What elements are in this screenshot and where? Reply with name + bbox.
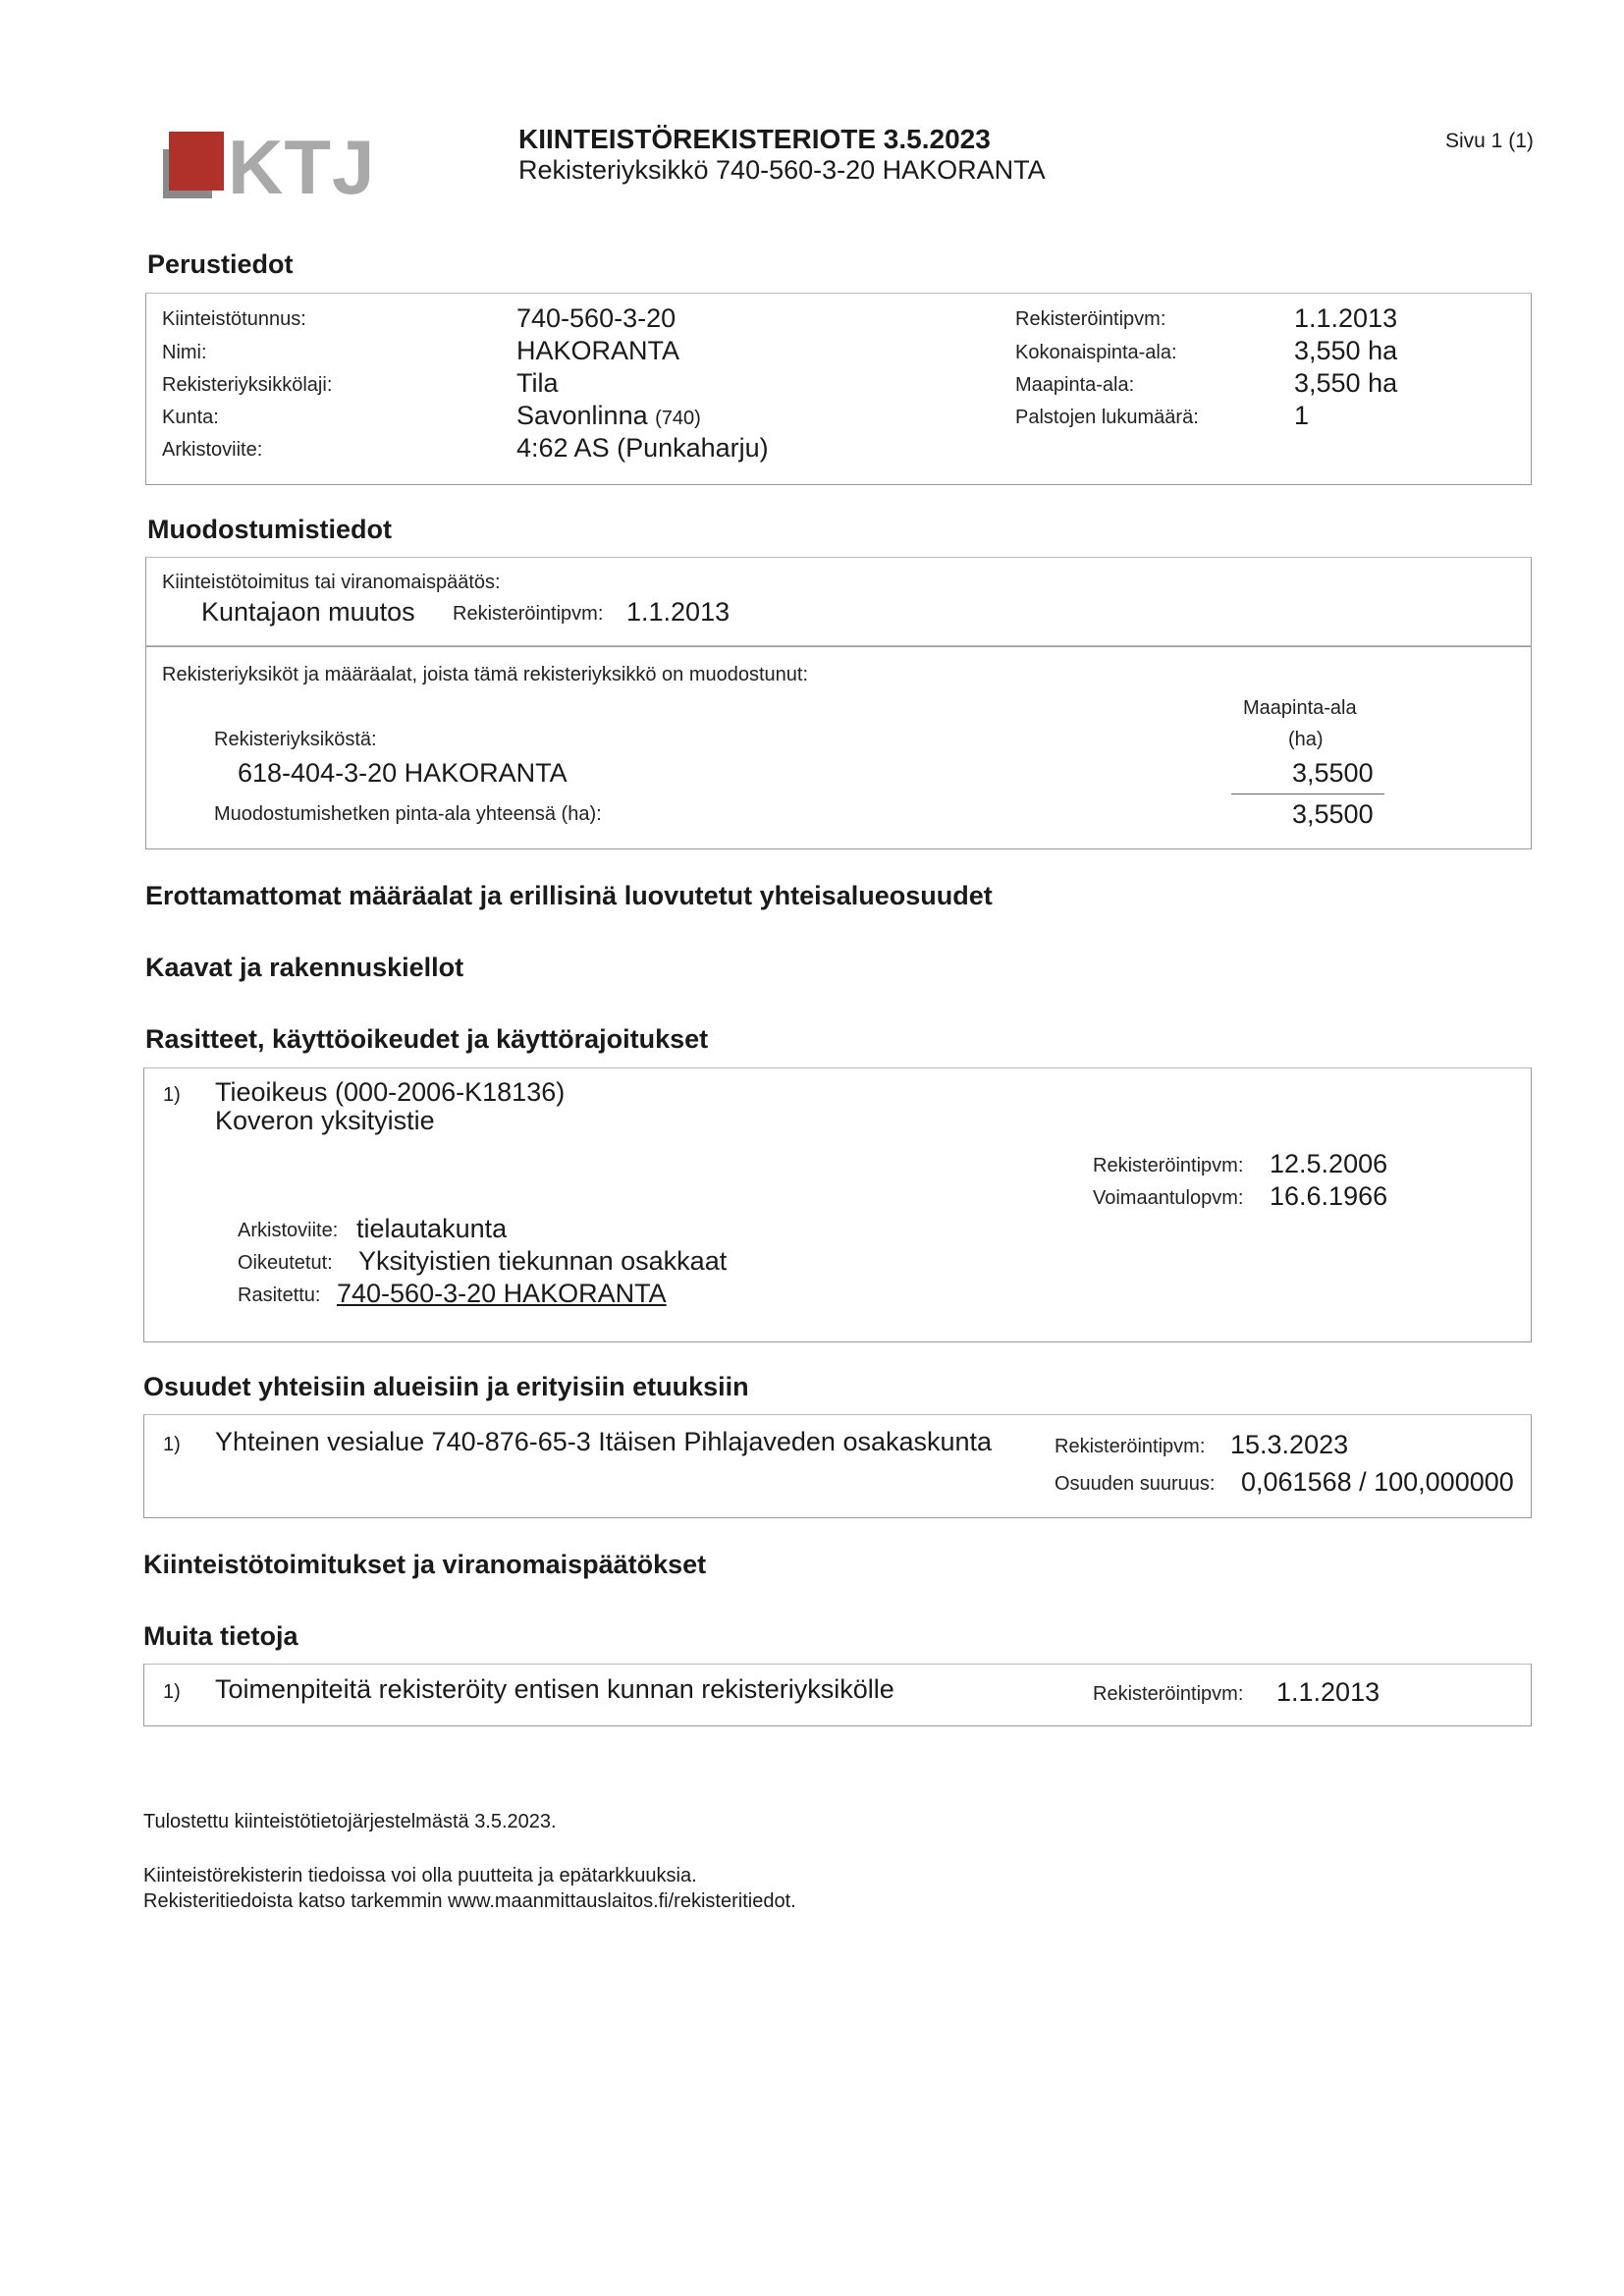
page-number: Sivu 1 (1) (1445, 130, 1534, 152)
document-subtitle: Rekisteriyksikkö 740-560-3-20 HAKORANTA (518, 155, 1046, 185)
share-size-value: 0,061568 / 100,000000 (1241, 1467, 1514, 1497)
section-heading-osuudet: Osuudet yhteisiin alueisiin ja erityisiin etuuksiin (143, 1372, 749, 1401)
section-heading-erottamattomat: Erottamattomat määräalat ja erillisinä luovutetut yhteisalueosuudet (145, 881, 993, 910)
origin-intro: Rekisteriyksiköt ja määräalat, joista tämä rekisteriyksikkö on muodostunut: (162, 664, 809, 685)
col-head-unit: (ha) (1288, 729, 1324, 750)
field-value: 740-560-3-20 (516, 303, 677, 333)
rasite-title: Tieoikeus (000-2006-K18136) (215, 1077, 566, 1107)
field-label: Kokonaispinta-ala: (1015, 342, 1177, 363)
reg-date-label: Rekisteröintipvm: (453, 603, 604, 625)
document-title: KIINTEISTÖREKISTERIOTE 3.5.2023 (518, 124, 991, 154)
item-number: 1) (163, 1434, 181, 1455)
logo-text: KTJ (228, 124, 376, 210)
burdened-label: Rasitettu: (238, 1285, 321, 1306)
kunta-code: (740) (655, 408, 701, 429)
share-size-label: Osuuden suuruus: (1055, 1473, 1216, 1495)
kunta-value: Savonlinna (516, 401, 648, 430)
section-heading-rasitteet: Rasitteet, käyttöoikeudet ja käyttörajoitukset (145, 1024, 709, 1054)
toimitus-label: Kiinteistötoimitus tai viranomaispäätös: (162, 572, 501, 593)
reg-date-value: 1.1.2013 (1276, 1677, 1380, 1707)
reg-date-label: Rekisteröintipvm: (1093, 1683, 1244, 1705)
section-heading-toimitukset: Kiinteistötoimitukset ja viranomaispäätökset (143, 1550, 707, 1579)
section-heading-kaavat: Kaavat ja rakennuskiellot (145, 953, 464, 982)
rasite-subtitle: Koveron yksityistie (215, 1106, 435, 1135)
from-label: Rekisteriyksiköstä: (214, 729, 377, 750)
reg-date-label: Rekisteröintipvm: (1055, 1436, 1206, 1457)
field-value: 1.1.2013 (1294, 303, 1398, 333)
field-label: Rekisteröintipvm: (1015, 308, 1166, 330)
field-value: 1 (1294, 401, 1310, 430)
effective-date-value: 16.6.1966 (1270, 1181, 1388, 1211)
effective-date-label: Voimaantulopvm: (1093, 1187, 1244, 1209)
ktj-logo (157, 126, 383, 214)
printed-note: Tulostettu kiinteistötietojärjestelmästä 3.5.2023. (143, 1811, 557, 1832)
other-info-text: Toimenpiteitä rekisteröity entisen kunnan rekisteriyksikölle (215, 1674, 894, 1704)
disclaimer-line-2: Rekisteritiedoista katso tarkemmin www.maanmittauslaitos.fi/rekisteritiedot. (143, 1890, 796, 1912)
item-number: 1) (163, 1681, 181, 1703)
col-head-area: Maapinta-ala (1243, 697, 1357, 719)
archive-label: Arkistoviite: (238, 1220, 339, 1241)
total-value: 3,5500 (1292, 799, 1374, 829)
field-value: HAKORANTA (516, 336, 680, 365)
reg-date-value: 1.1.2013 (626, 597, 731, 627)
section-heading-muita: Muita tietoja (143, 1621, 298, 1651)
burdened-value: 740-560-3-20 HAKORANTA (337, 1279, 667, 1308)
total-label: Muodostumishetken pinta-ala yhteensä (ha): (214, 803, 602, 825)
section-heading-perustiedot: Perustiedot (147, 249, 294, 279)
reg-date-value: 15.3.2023 (1230, 1430, 1349, 1459)
entitled-value: Yksityistien tiekunnan osakkaat (358, 1246, 728, 1276)
share-description: Yhteinen vesialue 740-876-65-3 Itäisen Pihlajaveden osakaskunta (215, 1427, 993, 1456)
reg-date-label: Rekisteröintipvm: (1093, 1155, 1244, 1176)
section-heading-muodostumistiedot: Muodostumistiedot (147, 515, 392, 544)
field-label: Rekisteriyksikkölaji: (162, 374, 333, 396)
field-label: Palstojen lukumäärä: (1015, 407, 1199, 428)
disclaimer-line-1: Kiinteistörekisterin tiedoissa voi olla puutteita ja epätarkkuuksia. (143, 1865, 697, 1886)
item-number: 1) (163, 1084, 181, 1106)
field-label: Arkistoviite: (162, 439, 263, 461)
field-value: 3,550 ha (1294, 336, 1398, 365)
logo-square (169, 132, 224, 191)
from-value: 618-404-3-20 HAKORANTA (238, 758, 568, 788)
field-label: Nimi: (162, 342, 207, 363)
field-label: Maapinta-ala: (1015, 374, 1135, 396)
entitled-label: Oikeutetut: (238, 1252, 333, 1274)
field-value (516, 401, 701, 431)
from-area: 3,5500 (1292, 758, 1374, 788)
field-value: 3,550 ha (1294, 368, 1398, 398)
field-label: Kiinteistötunnus: (162, 308, 306, 330)
reg-date-value: 12.5.2006 (1270, 1149, 1388, 1178)
sum-divider (1231, 793, 1384, 794)
field-value: Tila (516, 368, 559, 398)
toimitus-value: Kuntajaon muutos (201, 597, 415, 627)
field-label: Kunta: (162, 407, 219, 428)
archive-value: tielautakunta (356, 1214, 508, 1243)
field-value: 4:62 AS (Punkaharju) (516, 433, 769, 463)
